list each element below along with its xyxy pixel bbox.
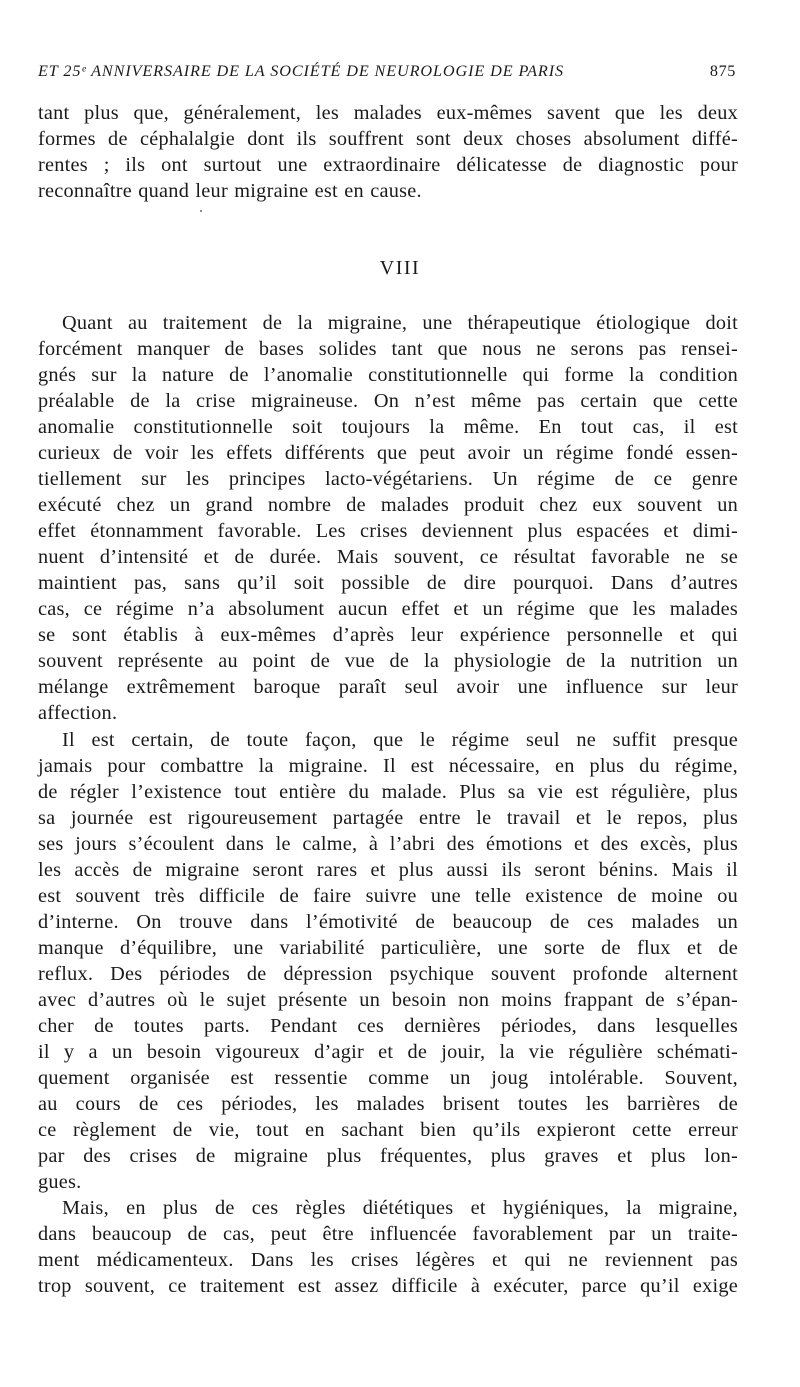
text-line: les accès de migraine seront rares et plus aussi ils seront bénins. Mais il bbox=[38, 859, 738, 881]
text-line: jamais pour combattre la migraine. Il est nécessaire, en plus du régime, bbox=[38, 755, 738, 777]
running-title: ET 25ᵉ ANNIVERSAIRE DE LA SOCIÉTÉ DE NEUROLOGIE DE PARIS bbox=[38, 62, 564, 80]
text-line: cas, ce régime n’a absolument aucun effet et un régime que les malades bbox=[38, 598, 738, 620]
text-line: reflux. Des périodes de dépression psychique souvent profonde alternent bbox=[38, 963, 738, 985]
text-line: manque d’équilibre, une variabilité particulière, une sorte de flux et de bbox=[38, 937, 738, 959]
text-line: curieux de voir les effets différents que peut avoir un régime fondé essen- bbox=[38, 442, 738, 464]
text-line: se sont établis à eux-mêmes d’après leur expérience personnelle et qui bbox=[38, 624, 738, 646]
text-line: quement organisée est ressentie comme un joug intolérable. Souvent, bbox=[38, 1067, 738, 1089]
text-line: forcément manquer de bases solides tant que nous ne serons pas rensei- bbox=[38, 338, 738, 360]
text-line: reconnaître quand leur migraine est en cause. bbox=[38, 180, 422, 202]
text-line: il y a un besoin vigoureux d’agir et de jouir, la vie régulière schémati- bbox=[38, 1041, 738, 1063]
text-line: tant plus que, généralement, les malades eux-mêmes savent que les deux bbox=[38, 102, 738, 124]
text-line: gues. bbox=[38, 1171, 82, 1193]
text-line: gnés sur la nature de l’anomalie constitutionnelle qui forme la condition bbox=[38, 364, 738, 386]
text-line: préalable de la crise migraineuse. On n’est même pas certain que cette bbox=[38, 390, 738, 412]
text-line: de régler l’existence tout entière du malade. Plus sa vie est régulière, plus bbox=[38, 781, 738, 803]
text-line: sa journée est rigoureusement partagée entre le travail et le repos, plus bbox=[38, 807, 738, 829]
text-line: Il est certain, de toute façon, que le régime seul ne suffit presque bbox=[62, 729, 738, 751]
text-line: trop souvent, ce traitement est assez difficile à exécuter, parce qu’il exige bbox=[38, 1275, 738, 1297]
text-line: affection. bbox=[38, 702, 118, 724]
text-line: nuent d’intensité et de durée. Mais souvent, ce résultat favorable ne se bbox=[38, 546, 738, 568]
text-line: ment médicamenteux. Dans les crises légères et qui ne reviennent pas bbox=[38, 1249, 738, 1271]
text-line: d’interne. On trouve dans l’émotivité de beaucoup de ces malades un bbox=[38, 911, 738, 933]
text-line: Mais, en plus de ces règles diététiques et hygiéniques, la migraine, bbox=[62, 1197, 738, 1219]
text-line: anomalie constitutionnelle soit toujours la même. En tout cas, il est bbox=[38, 416, 738, 438]
text-line: effet étonnamment favorable. Les crises deviennent plus espacées et dimi- bbox=[38, 520, 738, 542]
text-line: tiellement sur les principes lacto-végétariens. Un régime de ce genre bbox=[38, 468, 738, 490]
running-header bbox=[38, 62, 736, 86]
section-heading: VIII bbox=[379, 257, 421, 279]
text-line: formes de céphalalgie dont ils souffrent sont deux choses absolument diffé- bbox=[38, 128, 738, 150]
print-speck bbox=[200, 210, 202, 212]
text-line: ce règlement de vie, tout en sachant bien qu’ils expieront cette erreur bbox=[38, 1119, 738, 1141]
text-line: mélange extrêmement baroque paraît seul avoir une influence sur leur bbox=[38, 676, 738, 698]
text-line: au cours de ces périodes, les malades brisent toutes les barrières de bbox=[38, 1093, 738, 1115]
text-line: par des crises de migraine plus fréquentes, plus graves et plus lon- bbox=[38, 1145, 738, 1167]
text-line: maintient pas, sans qu’il soit possible de dire pourquoi. Dans d’autres bbox=[38, 572, 738, 594]
text-line: cher de toutes parts. Pendant ces dernières périodes, dans lesquelles bbox=[38, 1015, 738, 1037]
text-line: dans beaucoup de cas, peut être influencée favorablement par un traite- bbox=[38, 1223, 738, 1245]
text-line: est souvent très difficile de faire suivre une telle existence de moine ou bbox=[38, 885, 738, 907]
text-line: avec d’autres où le sujet présente un besoin non moins frappant de s’épan- bbox=[38, 989, 738, 1011]
text-line: souvent représente au point de vue de la physiologie de la nutrition un bbox=[38, 650, 738, 672]
text-line: Quant au traitement de la migraine, une thérapeutique étiologique doit bbox=[62, 312, 738, 334]
text-line: rentes ; ils ont surtout une extraordinaire délicatesse de diagnostic pour bbox=[38, 154, 738, 176]
page-number: 875 bbox=[709, 62, 736, 80]
text-line: ses jours s’écoulent dans le calme, à l’abri des émotions et des excès, plus bbox=[38, 833, 738, 855]
text-line: exécuté chez un grand nombre de malades produit chez eux souvent un bbox=[38, 494, 738, 516]
